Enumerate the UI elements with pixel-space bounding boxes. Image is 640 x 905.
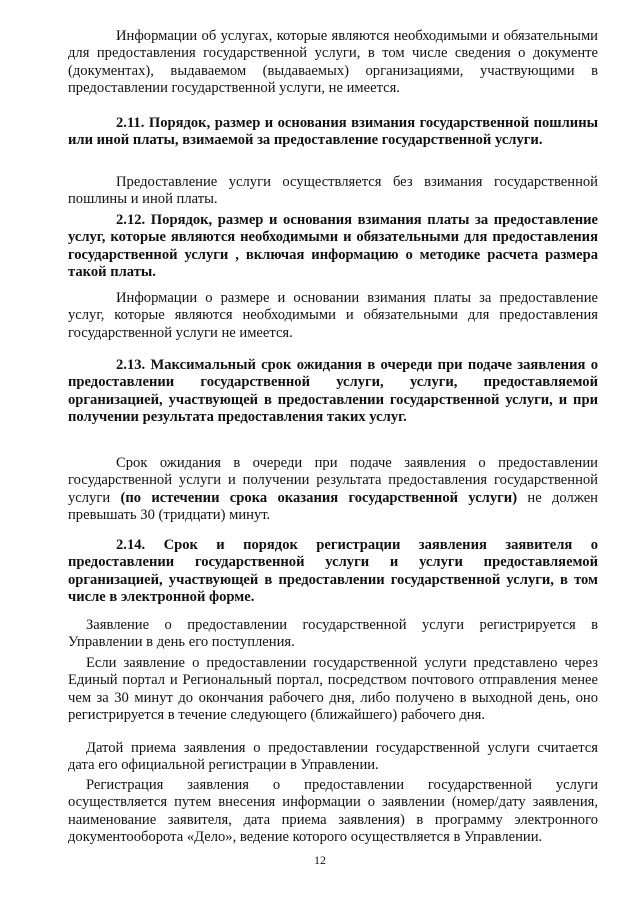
paragraph-services-info: Информации об услугах, которые являются необходимыми и обязательными для предоставления государственной услуги, в том числе сведения о документе (документах), выдаваемом (выдаваемых) организациями, участвующими в предоставлении государственной услуги, не имеется.: [68, 28, 598, 96]
paragraph-portal-registration: Если заявление о предоставлении государственной услуги представлено через Единый портал и Региональный портал, посредством почтового отправления менее чем за 30 минут до окончания рабочего дня, либо получено в выходной день, оно регистрируется в течение следующего (ближайшего) рабочего дня.: [68, 655, 598, 723]
page-number: 12: [314, 853, 326, 867]
heading-2-11: 2.11. Порядок, размер и основания взимания государственной пошлины или иной платы, взимаемой за предоставление государственной услуги.: [68, 115, 598, 149]
paragraph-registration-day: Заявление о предоставлении государственной услуги регистрируется в Управлении в день его поступления.: [68, 617, 598, 651]
heading-2-13: 2.13. Максимальный срок ожидания в очереди при подаче заявления о предоставлении государственной услуги, услуги, предоставляемой организацией, участвующей в предоставлении государственной услуги, и при получении результата предоставления таких услуг.: [68, 357, 598, 425]
paragraph-fee-info: Информации о размере и основании взимания платы за предоставление услуг, которые являются необходимыми и обязательными для предоставления государственной услуги не имеется.: [68, 290, 598, 341]
waiting-time-text-end: не должен превышать 30 (тридцати) минут.: [68, 489, 598, 523]
heading-2-14: 2.14. Срок и порядок регистрации заявления заявителя о предоставлении государственной услуги и услуги предоставляемой организацией, участвующей в предоставлении государственной услуги, в том числе в электронной форме.: [68, 537, 598, 605]
waiting-time-text-start: Срок ожидания в очереди при подаче заявления о предоставлении государственной услуги и получении результата предоставления государственной услуги: [68, 455, 598, 506]
paragraph-waiting-time: [68, 455, 598, 524]
paragraph-acceptance-date: Датой приема заявления о предоставлении государственной услуги считается дата его официальной регистрации в Управлении.: [68, 740, 598, 774]
waiting-time-text-bold: (по истечении срока оказания государственной услуги): [120, 489, 518, 506]
heading-2-12: 2.12. Порядок, размер и основания взимания платы за предоставление услуг, которые являются необходимыми и обязательными для предоставления государственной услуги , включая информацию о методике расчета размера такой платы.: [68, 212, 598, 280]
paragraph-no-fee: Предоставление услуги осуществляется без взимания государственной пошлины и иной платы.: [68, 174, 598, 208]
paragraph-registration-process: Регистрация заявления о предоставлении государственной услуги осуществляется путем внесения информации о заявлении (номер/дату заявления, наименование заявителя, дата приема заявления) в программу электронного документооборота «Дело», ведение которого осуществляется в Управлении.: [68, 777, 598, 845]
